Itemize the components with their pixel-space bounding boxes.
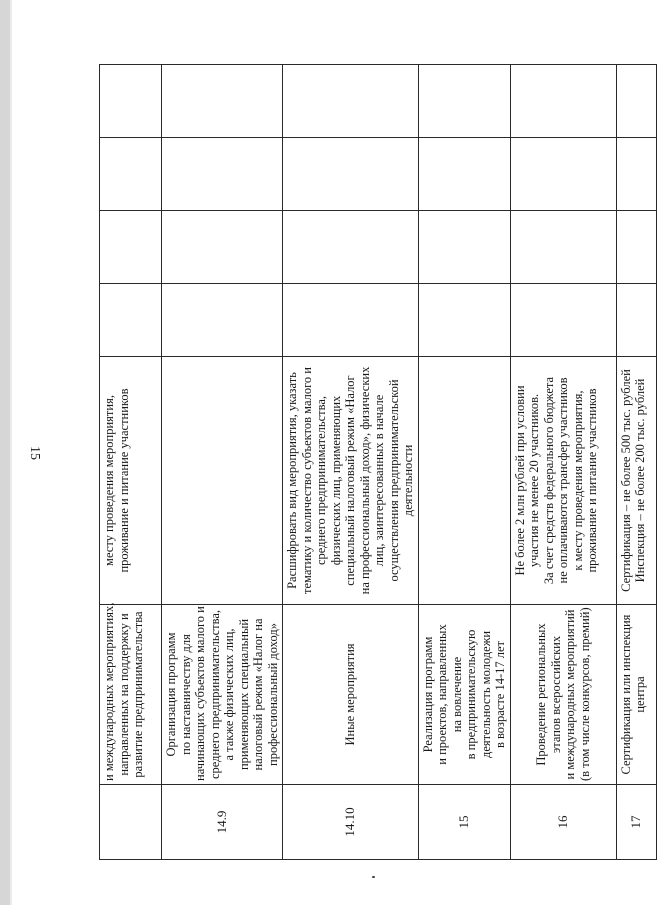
activity-condition-line: среднего предпринимательства, <box>314 395 328 566</box>
activity-condition-line: физических лиц, применяющих <box>328 395 343 566</box>
activity-name-line: в предпринимательскую <box>464 629 478 760</box>
activity-name-cell <box>100 602 162 785</box>
empty-cell <box>162 284 283 357</box>
table-row <box>162 65 283 860</box>
activity-condition-line: тематику и количество субъектов малого и <box>299 367 314 594</box>
activity-name-line: в возрасте 14-17 лет <box>493 640 507 749</box>
activity-condition-cell <box>283 357 419 605</box>
activity-name-line: налоговый режим «Налог на <box>251 618 265 771</box>
activity-name-line: (в том числе конкурсов, премий) <box>577 607 592 781</box>
row-number-cell <box>100 785 162 860</box>
empty-cell <box>510 138 616 211</box>
activity-condition-line: лиц, заинтересованных в начале <box>372 394 386 567</box>
activities-table <box>99 64 657 860</box>
activity-condition-line: не оплачиваются трансфер участников <box>556 377 570 584</box>
scan-shadow-edge <box>0 0 10 905</box>
activity-name-line: Сертификация или инспекция <box>618 614 633 775</box>
activity-condition-line: месту проведения мероприятия, <box>102 395 116 566</box>
empty-cell <box>616 284 656 357</box>
empty-cell <box>100 138 162 211</box>
activity-name-cell <box>283 605 419 785</box>
empty-cell <box>418 65 510 138</box>
activity-name-cell <box>418 605 510 785</box>
empty-cell <box>616 65 656 138</box>
empty-cell <box>510 211 616 284</box>
activity-name-line: среднего предпринимательства, <box>207 609 222 780</box>
page-number: 15 <box>27 446 42 460</box>
activity-condition-cell <box>162 357 283 605</box>
empty-cell <box>162 138 283 211</box>
activity-condition-line: специальный налоговый режим «Налог <box>343 375 357 586</box>
activity-condition-line: участия не менее 20 участников. <box>527 393 541 568</box>
activity-name-line: по наставничеству для <box>178 634 193 755</box>
empty-cell <box>510 65 616 138</box>
activity-name-line: применяющих специальный <box>236 618 251 771</box>
activity-condition-line: Инспекция – не более 200 тыс. рублей <box>633 378 647 583</box>
empty-cell <box>162 211 283 284</box>
row-number-cell: 17 <box>616 785 656 860</box>
row-number-cell: 16 <box>510 785 616 860</box>
empty-cell <box>100 211 162 284</box>
activity-name-line: и международных мероприятий <box>563 609 577 780</box>
activity-condition-line: За счет средств федерального бюджета <box>541 376 556 585</box>
activity-name-cell <box>616 605 656 785</box>
activity-condition-line: деятельности <box>401 444 415 517</box>
activity-name-line: развитие предпринимательства <box>131 611 145 778</box>
row-number-cell: 15 <box>418 785 510 860</box>
table-row <box>510 65 616 860</box>
activity-name-line: начинающих субъектов малого и <box>193 606 207 781</box>
activity-condition-line: проживание и питание участников <box>116 388 131 573</box>
activity-name-line: а также физических лиц, <box>222 628 236 761</box>
activity-name-line: этапов всероссийских <box>548 635 563 754</box>
activity-condition-line: Сертификация – не более 500 тыс. рублей <box>618 369 633 592</box>
empty-cell <box>283 138 419 211</box>
activity-name-line: центра <box>633 676 647 713</box>
row-number-cell: 14.9 <box>162 785 283 860</box>
activity-condition-cell <box>418 357 510 605</box>
empty-cell <box>100 65 162 138</box>
empty-cell <box>616 138 656 211</box>
activity-name-cell <box>510 605 616 785</box>
row-number-cell: 14.10 <box>283 785 419 860</box>
empty-cell <box>283 284 419 357</box>
empty-cell <box>162 65 283 138</box>
activity-name-line: Проведение региональных <box>534 623 548 766</box>
activity-name-line: направленных на поддержку и <box>116 613 131 776</box>
rotated-page-content <box>99 65 647 860</box>
activity-condition-cell <box>510 357 616 605</box>
empty-cell <box>510 284 616 357</box>
table-row <box>418 65 510 860</box>
empty-cell <box>616 211 656 284</box>
activity-condition-line: Расшифровать вид мероприятия, указать <box>285 372 299 589</box>
empty-cell <box>418 284 510 357</box>
empty-cell <box>418 138 510 211</box>
activity-name-line: Иные мероприятия <box>343 643 357 746</box>
activity-name-line: и проектов, направленных <box>435 624 449 765</box>
activity-name-line: профессиональный доход» <box>265 623 280 766</box>
activity-condition-line: к месту проведения мероприятия, <box>570 390 585 571</box>
table-row <box>283 65 419 860</box>
empty-cell <box>100 284 162 357</box>
scan-speck <box>372 876 375 878</box>
activity-condition-line: проживание и питание участников <box>585 388 599 573</box>
empty-cell <box>283 211 419 284</box>
scan-shadow-edge-inner <box>10 0 12 905</box>
activity-name-line: деятельность молодежи <box>478 630 493 759</box>
activity-condition-cell <box>616 357 656 605</box>
activity-name-line: на вовлечение <box>449 656 464 733</box>
activity-condition-line: Не более 2 млн рублей при условии <box>512 385 527 576</box>
table-row <box>616 65 656 860</box>
activity-name-line: Реализация программ <box>420 636 435 753</box>
empty-cell <box>283 65 419 138</box>
activity-condition-line: осуществления предпринимательской <box>386 379 401 582</box>
table-row <box>100 65 162 860</box>
activity-name-line: Организация программ <box>164 632 178 757</box>
activity-condition-line: на профессиональный доход», физических <box>357 366 372 595</box>
activity-name-cell <box>162 605 283 785</box>
activity-condition-cell <box>100 357 162 605</box>
activity-name-line: и международных мероприятиях, <box>102 602 116 781</box>
empty-cell <box>418 211 510 284</box>
